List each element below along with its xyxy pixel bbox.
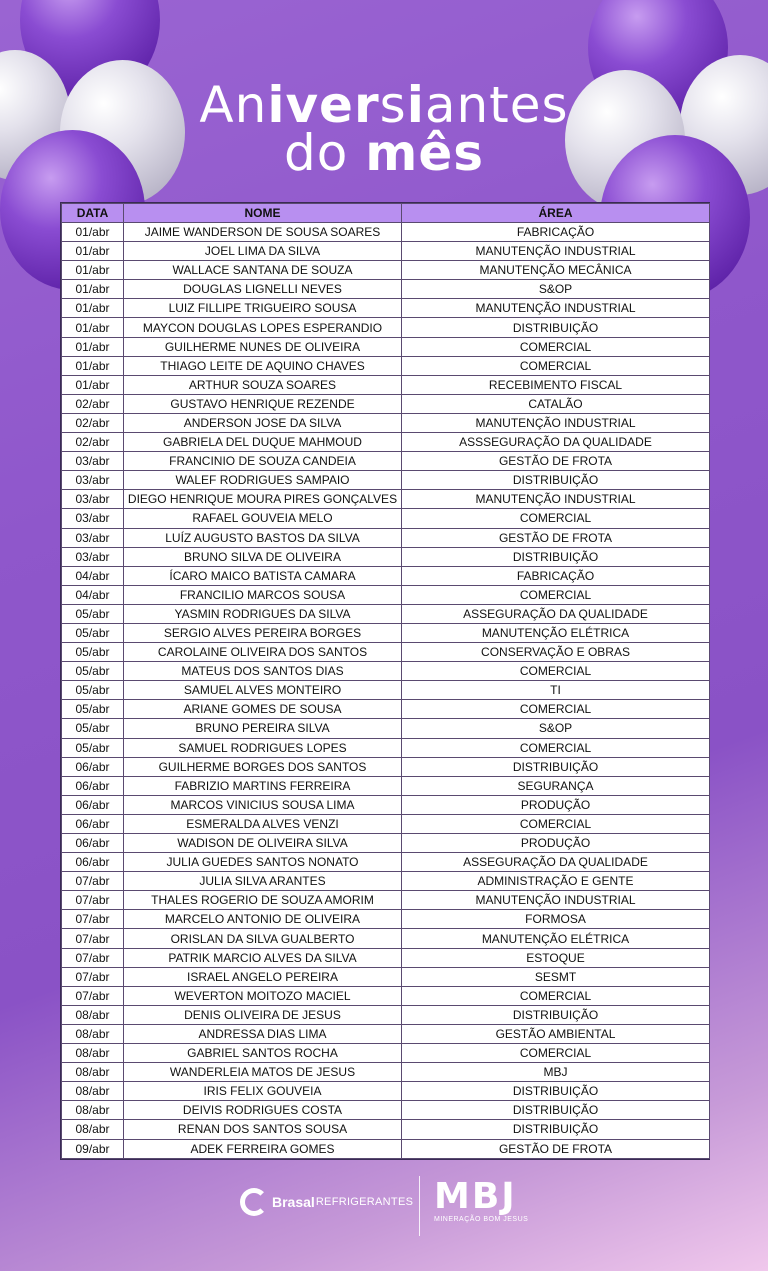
table-row (62, 929, 710, 948)
table-row (62, 662, 710, 681)
cell-area: COMERCIAL (402, 814, 710, 833)
cell-nome: WALLACE SANTANA DE SOUZA (124, 261, 402, 280)
cell-data: 01/abr (62, 280, 124, 299)
table-row (62, 795, 710, 814)
table-row (62, 547, 710, 566)
cell-area: DISTRIBUIÇÃO (402, 1082, 710, 1101)
cell-nome: WALEF RODRIGUES SAMPAIO (124, 471, 402, 490)
cell-data: 08/abr (62, 1005, 124, 1024)
cell-area: MANUTENÇÃO INDUSTRIAL (402, 891, 710, 910)
cell-data: 06/abr (62, 834, 124, 853)
cell-area: COMERCIAL (402, 738, 710, 757)
table-row (62, 356, 710, 375)
table-row (62, 643, 710, 662)
cell-area: MANUTENÇÃO INDUSTRIAL (402, 490, 710, 509)
cell-area: GESTÃO DE FROTA (402, 528, 710, 547)
table-row (62, 738, 710, 757)
cell-nome: GABRIELA DEL DUQUE MAHMOUD (124, 433, 402, 452)
table-row (62, 1101, 710, 1120)
page-title-line-2 (0, 124, 768, 182)
cell-area: CATALÃO (402, 394, 710, 413)
table-row (62, 872, 710, 891)
cell-nome: GUILHERME BORGES DOS SANTOS (124, 757, 402, 776)
table-row (62, 776, 710, 795)
cell-nome: ISRAEL ANGELO PEREIRA (124, 967, 402, 986)
mbj-name: MBJ (434, 1176, 517, 1217)
table-row (62, 452, 710, 471)
cell-data: 03/abr (62, 490, 124, 509)
cell-area: MANUTENÇÃO ELÉTRICA (402, 623, 710, 642)
cell-data: 05/abr (62, 681, 124, 700)
cell-data: 02/abr (62, 433, 124, 452)
cell-area: PRODUÇÃO (402, 795, 710, 814)
cell-nome: ANDRESSA DIAS LIMA (124, 1024, 402, 1043)
table-header-row (62, 204, 710, 223)
cell-data: 07/abr (62, 929, 124, 948)
cell-data: 07/abr (62, 872, 124, 891)
title-part: antes (424, 76, 569, 134)
cell-area: GESTÃO DE FROTA (402, 452, 710, 471)
cell-data: 03/abr (62, 471, 124, 490)
cell-nome: FRANCINIO DE SOUZA CANDEIA (124, 452, 402, 471)
cell-nome: JULIA GUEDES SANTOS NONATO (124, 853, 402, 872)
cell-nome: JAIME WANDERSON DE SOUSA SOARES (124, 223, 402, 242)
cell-nome: ÍCARO MAICO BATISTA CAMARA (124, 566, 402, 585)
cell-area: DISTRIBUIÇÃO (402, 1005, 710, 1024)
table-row (62, 1024, 710, 1043)
cell-data: 06/abr (62, 757, 124, 776)
cell-area: S&OP (402, 280, 710, 299)
table-row (62, 509, 710, 528)
table-row (62, 967, 710, 986)
cell-nome: WEVERTON MOITOZO MACIEL (124, 986, 402, 1005)
cell-data: 08/abr (62, 1063, 124, 1082)
cell-nome: ARIANE GOMES DE SOUSA (124, 700, 402, 719)
cell-area: FABRICAÇÃO (402, 223, 710, 242)
table-row (62, 1063, 710, 1082)
cell-data: 03/abr (62, 547, 124, 566)
table-row (62, 757, 710, 776)
cell-nome: RAFAEL GOUVEIA MELO (124, 509, 402, 528)
table-row (62, 1005, 710, 1024)
cell-nome: SERGIO ALVES PEREIRA BORGES (124, 623, 402, 642)
mbj-logo (434, 1178, 528, 1223)
cell-data: 06/abr (62, 814, 124, 833)
cell-area: SEGURANÇA (402, 776, 710, 795)
cell-nome: BRUNO PEREIRA SILVA (124, 719, 402, 738)
cell-data: 01/abr (62, 356, 124, 375)
cell-data: 07/abr (62, 910, 124, 929)
cell-nome: LUÍZ AUGUSTO BASTOS DA SILVA (124, 528, 402, 547)
table-row (62, 948, 710, 967)
cell-area: SESMT (402, 967, 710, 986)
title-part: iver (267, 76, 380, 134)
cell-data: 03/abr (62, 452, 124, 471)
cell-area: MANUTENÇÃO MECÂNICA (402, 261, 710, 280)
cell-nome: SAMUEL ALVES MONTEIRO (124, 681, 402, 700)
cell-nome: THIAGO LEITE DE AQUINO CHAVES (124, 356, 402, 375)
header-nome: NOME (124, 204, 402, 223)
table-row (62, 261, 710, 280)
cell-nome: LUIZ FILLIPE TRIGUEIRO SOUSA (124, 299, 402, 318)
table-row (62, 280, 710, 299)
cell-area: MANUTENÇÃO INDUSTRIAL (402, 242, 710, 261)
cell-nome: DIEGO HENRIQUE MOURA PIRES GONÇALVES (124, 490, 402, 509)
cell-data: 09/abr (62, 1139, 124, 1158)
cell-area: DISTRIBUIÇÃO (402, 318, 710, 337)
cell-data: 07/abr (62, 948, 124, 967)
cell-nome: THALES ROGERIO DE SOUZA AMORIM (124, 891, 402, 910)
cell-data: 08/abr (62, 1082, 124, 1101)
cell-nome: YASMIN RODRIGUES DA SILVA (124, 604, 402, 623)
cell-area: MANUTENÇÃO INDUSTRIAL (402, 299, 710, 318)
cell-nome: DENIS OLIVEIRA DE JESUS (124, 1005, 402, 1024)
cell-area: DISTRIBUIÇÃO (402, 547, 710, 566)
title-part: i (406, 76, 425, 134)
table-row (62, 1139, 710, 1158)
cell-nome: DOUGLAS LIGNELLI NEVES (124, 280, 402, 299)
cell-area: FORMOSA (402, 910, 710, 929)
table-row (62, 242, 710, 261)
cell-area: ASSSEGURAÇÃO DA QUALIDADE (402, 433, 710, 452)
footer-divider (419, 1176, 420, 1236)
table-row (62, 604, 710, 623)
cell-nome: FABRIZIO MARTINS FERREIRA (124, 776, 402, 795)
table-row (62, 299, 710, 318)
cell-data: 01/abr (62, 242, 124, 261)
brasal-logo (240, 1188, 413, 1216)
cell-area: COMERCIAL (402, 337, 710, 356)
cell-data: 08/abr (62, 1024, 124, 1043)
table-row (62, 891, 710, 910)
cell-data: 01/abr (62, 261, 124, 280)
cell-nome: SAMUEL RODRIGUES LOPES (124, 738, 402, 757)
cell-data: 04/abr (62, 566, 124, 585)
birthday-table (60, 202, 710, 1160)
table-row (62, 566, 710, 585)
cell-nome: ADEK FERREIRA GOMES (124, 1139, 402, 1158)
cell-area: COMERCIAL (402, 356, 710, 375)
cell-area: PRODUÇÃO (402, 834, 710, 853)
title-part: An (199, 76, 268, 134)
cell-data: 06/abr (62, 853, 124, 872)
cell-data: 05/abr (62, 700, 124, 719)
footer (0, 1176, 768, 1236)
cell-nome: GABRIEL SANTOS ROCHA (124, 1044, 402, 1063)
cell-nome: JULIA SILVA ARANTES (124, 872, 402, 891)
cell-area: GESTÃO DE FROTA (402, 1139, 710, 1158)
cell-data: 08/abr (62, 1101, 124, 1120)
title-part: do (283, 124, 366, 182)
cell-data: 02/abr (62, 394, 124, 413)
cell-nome: GUILHERME NUNES DE OLIVEIRA (124, 337, 402, 356)
table-row (62, 528, 710, 547)
cell-nome: ORISLAN DA SILVA GUALBERTO (124, 929, 402, 948)
table-row (62, 1044, 710, 1063)
cell-area: ADMINISTRAÇÃO E GENTE (402, 872, 710, 891)
table-row (62, 223, 710, 242)
table-row (62, 719, 710, 738)
cell-area: COMERCIAL (402, 662, 710, 681)
cell-data: 05/abr (62, 604, 124, 623)
title-part: s (379, 76, 407, 134)
cell-area: COMERCIAL (402, 509, 710, 528)
table-row (62, 700, 710, 719)
table-row (62, 471, 710, 490)
cell-area: FABRICAÇÃO (402, 566, 710, 585)
table-row (62, 910, 710, 929)
title-part: mês (365, 124, 484, 182)
cell-area: DISTRIBUIÇÃO (402, 757, 710, 776)
header-data: DATA (62, 204, 124, 223)
cell-nome: GUSTAVO HENRIQUE REZENDE (124, 394, 402, 413)
cell-data: 01/abr (62, 223, 124, 242)
cell-nome: PATRIK MARCIO ALVES DA SILVA (124, 948, 402, 967)
cell-area: MANUTENÇÃO ELÉTRICA (402, 929, 710, 948)
cell-area: DISTRIBUIÇÃO (402, 1101, 710, 1120)
cell-nome: IRIS FELIX GOUVEIA (124, 1082, 402, 1101)
cell-data: 07/abr (62, 986, 124, 1005)
cell-area: GESTÃO AMBIENTAL (402, 1024, 710, 1043)
cell-nome: MARCOS VINICIUS SOUSA LIMA (124, 795, 402, 814)
cell-nome: CAROLAINE OLIVEIRA DOS SANTOS (124, 643, 402, 662)
cell-nome: DEIVIS RODRIGUES COSTA (124, 1101, 402, 1120)
cell-data: 07/abr (62, 891, 124, 910)
table-row (62, 1082, 710, 1101)
cell-nome: RENAN DOS SANTOS SOUSA (124, 1120, 402, 1139)
table-row (62, 413, 710, 432)
table-row (62, 814, 710, 833)
brasal-circle-icon (240, 1188, 268, 1216)
table-row (62, 1120, 710, 1139)
cell-data: 05/abr (62, 738, 124, 757)
table-row (62, 834, 710, 853)
cell-area: DISTRIBUIÇÃO (402, 1120, 710, 1139)
header-area: ÁREA (402, 204, 710, 223)
cell-area: ASSEGURAÇÃO DA QUALIDADE (402, 853, 710, 872)
cell-area: COMERCIAL (402, 1044, 710, 1063)
cell-area: COMERCIAL (402, 700, 710, 719)
table-row (62, 623, 710, 642)
cell-data: 01/abr (62, 299, 124, 318)
mbj-subtitle: MINERAÇÃO BOM JESUS (434, 1216, 529, 1223)
brasal-subtitle: REFRIGERANTES (315, 1196, 414, 1208)
cell-area: RECEBIMENTO FISCAL (402, 375, 710, 394)
cell-nome: WADISON DE OLIVEIRA SILVA (124, 834, 402, 853)
cell-nome: JOEL LIMA DA SILVA (124, 242, 402, 261)
cell-data: 05/abr (62, 719, 124, 738)
table-row (62, 433, 710, 452)
cell-nome: BRUNO SILVA DE OLIVEIRA (124, 547, 402, 566)
cell-area: COMERCIAL (402, 986, 710, 1005)
cell-area: ESTOQUE (402, 948, 710, 967)
cell-area: CONSERVAÇÃO E OBRAS (402, 643, 710, 662)
table-row (62, 585, 710, 604)
table-row (62, 375, 710, 394)
cell-nome: MATEUS DOS SANTOS DIAS (124, 662, 402, 681)
cell-nome: ARTHUR SOUZA SOARES (124, 375, 402, 394)
table-row (62, 681, 710, 700)
cell-data: 03/abr (62, 509, 124, 528)
cell-nome: WANDERLEIA MATOS DE JESUS (124, 1063, 402, 1082)
cell-data: 01/abr (62, 375, 124, 394)
table-row (62, 853, 710, 872)
cell-area: MBJ (402, 1063, 710, 1082)
cell-data: 03/abr (62, 528, 124, 547)
cell-area: S&OP (402, 719, 710, 738)
cell-area: ASSEGURAÇÃO DA QUALIDADE (402, 604, 710, 623)
cell-nome: FRANCILIO MARCOS SOUSA (124, 585, 402, 604)
cell-data: 06/abr (62, 795, 124, 814)
cell-area: TI (402, 681, 710, 700)
cell-data: 08/abr (62, 1120, 124, 1139)
cell-data: 05/abr (62, 662, 124, 681)
cell-area: DISTRIBUIÇÃO (402, 471, 710, 490)
table-row (62, 490, 710, 509)
cell-data: 05/abr (62, 623, 124, 642)
cell-data: 04/abr (62, 585, 124, 604)
cell-area: MANUTENÇÃO INDUSTRIAL (402, 413, 710, 432)
table-row (62, 394, 710, 413)
cell-nome: MAYCON DOUGLAS LOPES ESPERANDIO (124, 318, 402, 337)
cell-data: 05/abr (62, 643, 124, 662)
cell-data: 06/abr (62, 776, 124, 795)
cell-data: 01/abr (62, 318, 124, 337)
cell-data: 08/abr (62, 1044, 124, 1063)
table-row (62, 318, 710, 337)
table-row (62, 986, 710, 1005)
cell-data: 02/abr (62, 413, 124, 432)
cell-data: 01/abr (62, 337, 124, 356)
cell-nome: ANDERSON JOSE DA SILVA (124, 413, 402, 432)
cell-nome: MARCELO ANTONIO DE OLIVEIRA (124, 910, 402, 929)
cell-area: COMERCIAL (402, 585, 710, 604)
table-row (62, 337, 710, 356)
cell-nome: ESMERALDA ALVES VENZI (124, 814, 402, 833)
brasal-name: Brasal (272, 1194, 315, 1210)
cell-data: 07/abr (62, 967, 124, 986)
